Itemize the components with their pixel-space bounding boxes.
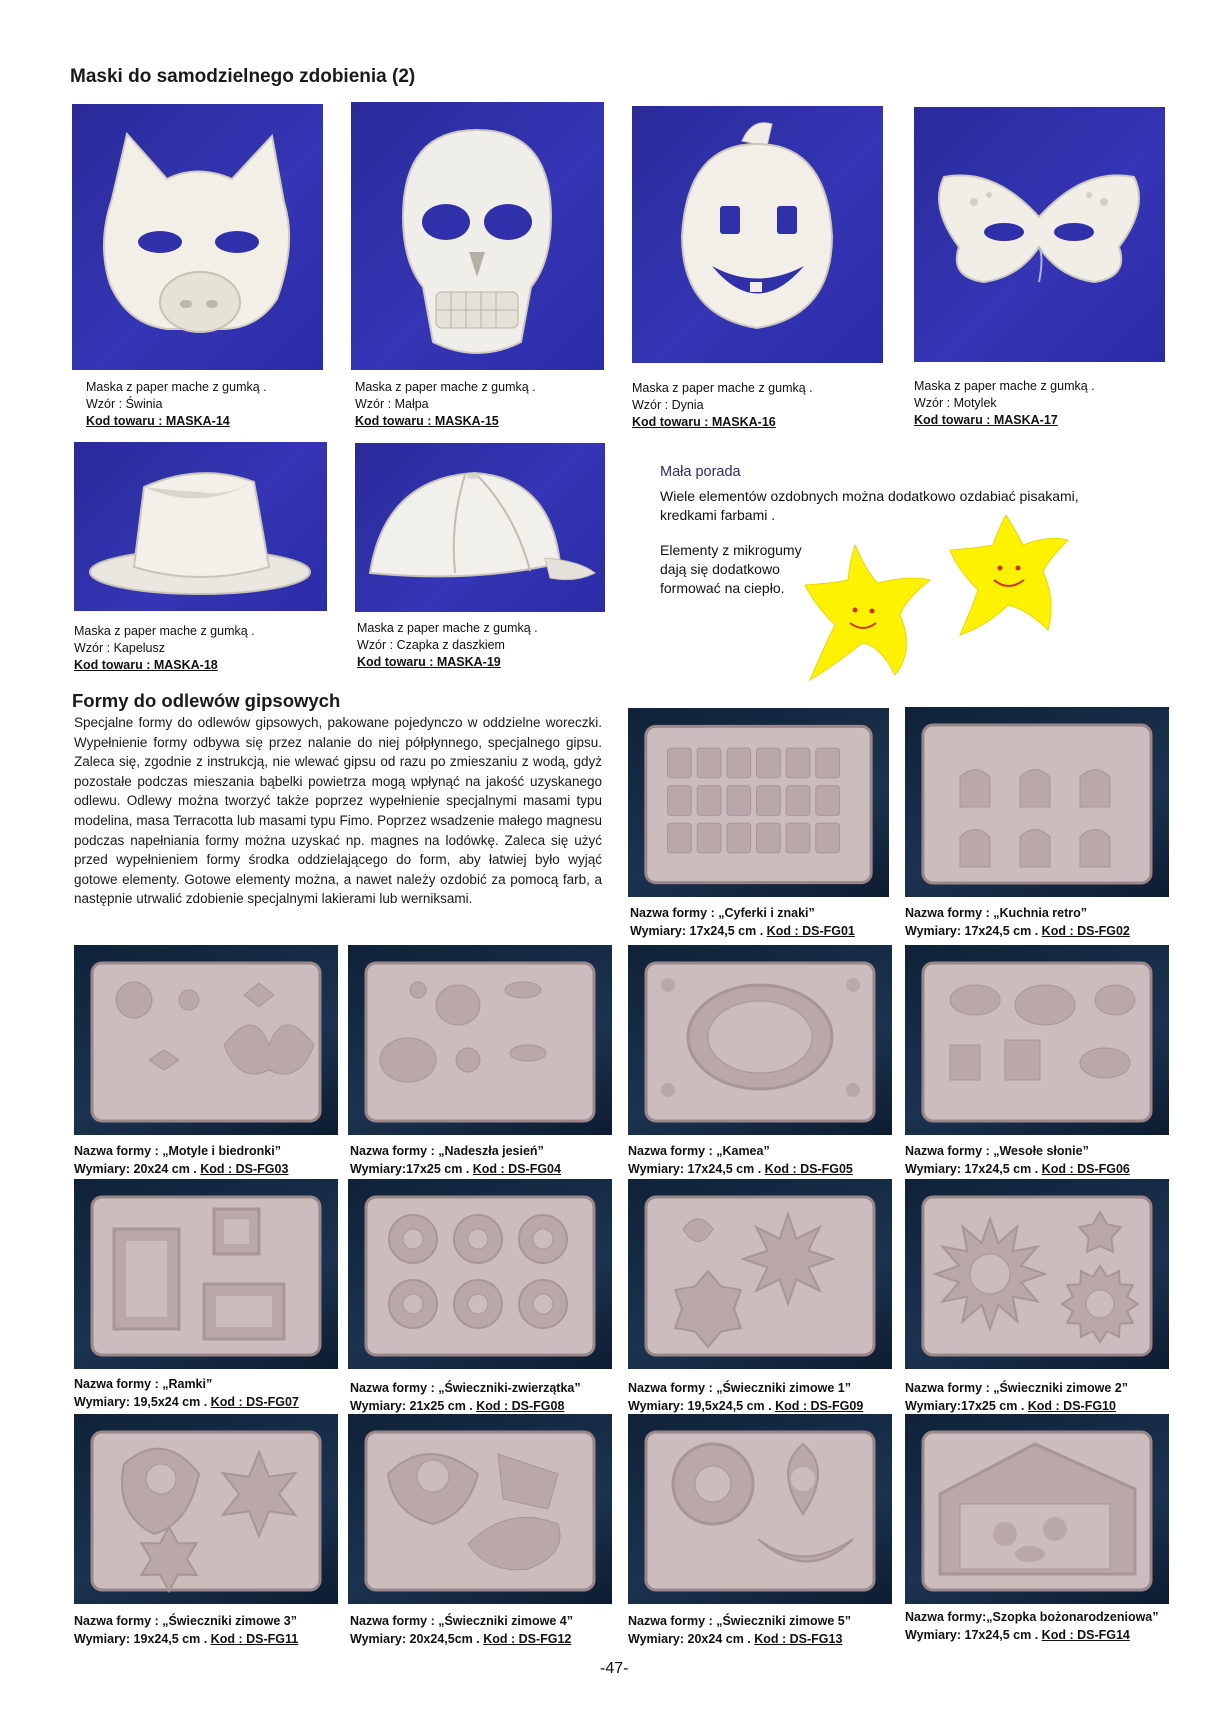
mold-caption xyxy=(905,1379,1128,1415)
tip-text-1: Wiele elementów ozdobnych można dodatkowo ozdabiać pisakami, kredkami farbami . xyxy=(660,488,1079,523)
mold-name: Nazwa formy : „Świeczniki zimowe 1” xyxy=(628,1381,851,1395)
mold-photo xyxy=(628,945,892,1135)
mold-photo xyxy=(905,707,1169,897)
caption-line: Wzór : Motylek xyxy=(914,396,997,410)
cap-mask-icon xyxy=(355,443,605,612)
mold-photo xyxy=(74,945,338,1135)
pumpkin-mask-icon xyxy=(632,106,883,363)
ring-candle-mold-icon xyxy=(628,1414,892,1604)
flower-smiley-icon xyxy=(948,510,1073,645)
mold-dims-text: Wymiary: 19x24,5 cm . xyxy=(74,1632,211,1646)
mold-dims-text: Wymiary: 19,5x24,5 cm . xyxy=(628,1399,776,1413)
product-code: Kod towaru : MASKA-14 xyxy=(86,414,230,428)
mold-dimensions xyxy=(350,1160,561,1178)
kitchen-mold-icon xyxy=(905,707,1169,897)
tip-text-2: Elementy z mikrogumy dają się dodatkowo formować na ciepło. xyxy=(660,542,802,596)
butterfly-mask-photo xyxy=(914,107,1165,362)
mold-code: Kod : DS-FG12 xyxy=(483,1632,572,1646)
pumpkin-mask-photo xyxy=(632,106,883,363)
caption-line: Maska z paper mache z gumką . xyxy=(74,624,255,638)
mold-name: Nazwa formy : „Świeczniki-zwierzątka” xyxy=(350,1381,581,1395)
elephant-mold-icon xyxy=(905,945,1169,1135)
mold-code: Kod : DS-FG13 xyxy=(754,1632,843,1646)
mold-dimensions xyxy=(350,1397,581,1415)
nativity-mold-icon xyxy=(905,1414,1169,1604)
page-number: -47- xyxy=(600,1660,629,1677)
mold-dimensions xyxy=(628,1630,851,1648)
mold-dimensions xyxy=(905,1397,1128,1415)
mold-dimensions xyxy=(74,1393,299,1411)
mask-caption-16 xyxy=(632,380,813,431)
mold-code: Kod : DS-FG02 xyxy=(1041,924,1130,938)
mold-caption xyxy=(905,1142,1130,1178)
hat-mask-icon xyxy=(74,442,327,611)
hat-mask-photo xyxy=(74,442,327,611)
product-code: Kod towaru : MASKA-19 xyxy=(357,655,501,669)
mold-code: Kod : DS-FG04 xyxy=(472,1162,561,1176)
mold-name: Nazwa formy : „Cyferki i znaki” xyxy=(630,906,815,920)
mold-dims-text: Wymiary: 20x24 cm . xyxy=(74,1162,201,1176)
caption-line: Maska z paper mache z gumką . xyxy=(357,621,538,635)
mold-caption xyxy=(74,1612,298,1648)
mold-name: Nazwa formy : „Świeczniki zimowe 4” xyxy=(350,1614,573,1628)
mold-caption xyxy=(350,1379,581,1415)
cap-mask-photo xyxy=(355,443,605,612)
star-candle-mold-icon xyxy=(905,1179,1169,1369)
mold-dimensions xyxy=(74,1630,298,1648)
mold-dims-text: Wymiary: 17x24,5 cm . xyxy=(905,924,1042,938)
mask-caption-15 xyxy=(355,379,536,430)
mold-name: Nazwa formy : „Świeczniki zimowe 2” xyxy=(905,1381,1128,1395)
pig-mask-photo xyxy=(72,104,323,370)
mold-caption xyxy=(350,1612,573,1648)
product-code: Kod towaru : MASKA-17 xyxy=(914,413,1058,427)
mold-photo xyxy=(628,1179,892,1369)
tip-heading: Mała porada xyxy=(660,464,741,480)
mold-name: Nazwa formy : „Nadeszła jesień” xyxy=(350,1144,544,1158)
mold-name: Nazwa formy : „Świeczniki zimowe 3” xyxy=(74,1614,297,1628)
mold-dims-text: Wymiary: 20x24 cm . xyxy=(628,1632,755,1646)
mold-dims-text: Wymiary: 17x24,5 cm . xyxy=(628,1162,765,1176)
mold-dims-text: Wymiary:17x25 cm . xyxy=(350,1162,473,1176)
mask-caption-18 xyxy=(74,623,255,674)
mold-name: Nazwa formy:„Szopka bożonarodzeniowa” xyxy=(905,1610,1159,1624)
mold-photo xyxy=(905,945,1169,1135)
mold-dims-text: Wymiary: 17x24,5 cm . xyxy=(630,924,767,938)
caption-line: Wzór : Małpa xyxy=(355,397,429,411)
mold-dimensions xyxy=(905,922,1130,940)
mold-dims-text: Wymiary: 20x24,5cm . xyxy=(350,1632,484,1646)
mold-name: Nazwa formy : „Świeczniki zimowe 5” xyxy=(628,1614,851,1628)
product-code: Kod towaru : MASKA-15 xyxy=(355,414,499,428)
mold-photo xyxy=(348,1179,612,1369)
mold-photo xyxy=(905,1414,1169,1604)
heart-star-mold-icon xyxy=(74,1414,338,1604)
molds-intro-text: Specjalne formy do odlewów gipsowych, pakowane pojedynczo w oddzielne woreczki. Wypełnienie formy odbywa się przez nalanie do niej półpłynnego, specjalnego gipsu. Zaleca się, zgodnie z instrukcją, nie wlewać gipsu od razu po zmieszaniu z wodą, gdyż pozostałe podczas mieszania bąbelki powietrza mogą wpłynąć na jakość uzyskanego odlewu. Odlewy można tworzyć także poprzez wypełnienie specjalnymi masami typu modelina, masa Terracotta lub masami typu Fimo. Poprzez wsadzenie małego magnesu podczas napełniania formy można uzyskać np. magnes na lodówkę. Zaleca się użyć przed wypełnieniem formy środka oddzielającego do form, aby łatwiej było wyjąć gotowe elementy. Gotowe elementy można, a nawet należy ozdobić za pomocą farb, a następnie utrwalić zdobienie specjalnymi lakierami lub werniksami. xyxy=(74,715,602,907)
mold-name: Nazwa formy : „Kamea” xyxy=(628,1144,770,1158)
mold-caption xyxy=(350,1142,561,1178)
caption-line: Maska z paper mache z gumką . xyxy=(355,380,536,394)
mold-caption xyxy=(628,1142,853,1178)
mold-caption xyxy=(630,904,855,940)
molds-section-title: Formy do odlewów gipsowych xyxy=(72,690,341,711)
animal-candle-mold-icon xyxy=(348,1179,612,1369)
mold-photo xyxy=(348,1414,612,1604)
caption-line: Wzór : Czapka z daszkiem xyxy=(357,638,505,652)
mold-dimensions xyxy=(630,922,855,940)
mold-name: Nazwa formy : „Ramki” xyxy=(74,1377,213,1391)
skull-mask-photo xyxy=(351,102,604,370)
mold-caption xyxy=(628,1612,851,1648)
product-code: Kod towaru : MASKA-16 xyxy=(632,415,776,429)
mold-photo xyxy=(628,708,889,897)
mold-caption xyxy=(628,1379,863,1415)
caption-line: Maska z paper mache z gumką . xyxy=(914,379,1095,393)
mold-photo xyxy=(74,1414,338,1604)
mask-caption-14 xyxy=(86,379,267,430)
mold-dimensions xyxy=(350,1630,573,1648)
butterfly-mold-icon xyxy=(74,945,338,1135)
mold-caption xyxy=(905,1608,1159,1644)
caption-line: Wzór : Świnia xyxy=(86,397,163,411)
mask-caption-17 xyxy=(914,378,1095,429)
masks-section-title: Maski do samodzielnego zdobienia (2) xyxy=(70,66,416,87)
mold-dimensions xyxy=(628,1160,853,1178)
pig-mask-icon xyxy=(72,104,323,370)
skull-mask-icon xyxy=(351,102,604,370)
mold-code: Kod : DS-FG14 xyxy=(1041,1628,1130,1642)
mold-dims-text: Wymiary: 19,5x24 cm . xyxy=(74,1395,211,1409)
mold-dimensions xyxy=(74,1160,288,1178)
mold-dimensions xyxy=(905,1160,1130,1178)
star-candle-mold-icon xyxy=(628,1179,892,1369)
cameo-mold-icon xyxy=(628,945,892,1135)
frame-mold-icon xyxy=(74,1179,338,1369)
mold-photo xyxy=(905,1179,1169,1369)
mold-caption xyxy=(74,1142,288,1178)
mold-photo xyxy=(628,1414,892,1604)
product-code: Kod towaru : MASKA-18 xyxy=(74,658,218,672)
mold-dimensions xyxy=(905,1626,1159,1644)
flower-smiley-icon xyxy=(800,535,940,690)
mold-code: Kod : DS-FG05 xyxy=(764,1162,853,1176)
caption-line: Maska z paper mache z gumką . xyxy=(632,381,813,395)
mold-code: Kod : DS-FG06 xyxy=(1041,1162,1130,1176)
mold-photo xyxy=(348,945,612,1135)
mold-code: Kod : DS-FG11 xyxy=(210,1632,299,1646)
mold-name: Nazwa formy : „Motyle i biedronki” xyxy=(74,1144,281,1158)
mold-caption xyxy=(74,1375,299,1411)
mold-code: Kod : DS-FG03 xyxy=(200,1162,289,1176)
mold-caption xyxy=(905,904,1130,940)
mold-dimensions xyxy=(628,1397,863,1415)
mold-dims-text: Wymiary: 21x25 cm . xyxy=(350,1399,477,1413)
mold-photo xyxy=(74,1179,338,1369)
mold-dims-text: Wymiary:17x25 cm . xyxy=(905,1399,1028,1413)
butterfly-mask-icon xyxy=(914,107,1165,362)
caption-line: Maska z paper mache z gumką . xyxy=(86,380,267,394)
mold-code: Kod : DS-FG08 xyxy=(476,1399,565,1413)
candle-mold-icon xyxy=(348,1414,612,1604)
mask-caption-19 xyxy=(357,620,538,671)
autumn-mold-icon xyxy=(348,945,612,1135)
digits-mold-icon xyxy=(628,708,889,897)
mold-code: Kod : DS-FG01 xyxy=(766,924,855,938)
mold-name: Nazwa formy : „Kuchnia retro” xyxy=(905,906,1087,920)
mold-code: Kod : DS-FG10 xyxy=(1027,1399,1116,1413)
mold-dims-text: Wymiary: 17x24,5 cm . xyxy=(905,1628,1042,1642)
mold-code: Kod : DS-FG07 xyxy=(210,1395,299,1409)
mold-name: Nazwa formy : „Wesołe słonie” xyxy=(905,1144,1089,1158)
caption-line: Wzór : Kapelusz xyxy=(74,641,166,655)
caption-line: Wzór : Dynia xyxy=(632,398,704,412)
mold-dims-text: Wymiary: 17x24,5 cm . xyxy=(905,1162,1042,1176)
mold-code: Kod : DS-FG09 xyxy=(775,1399,864,1413)
